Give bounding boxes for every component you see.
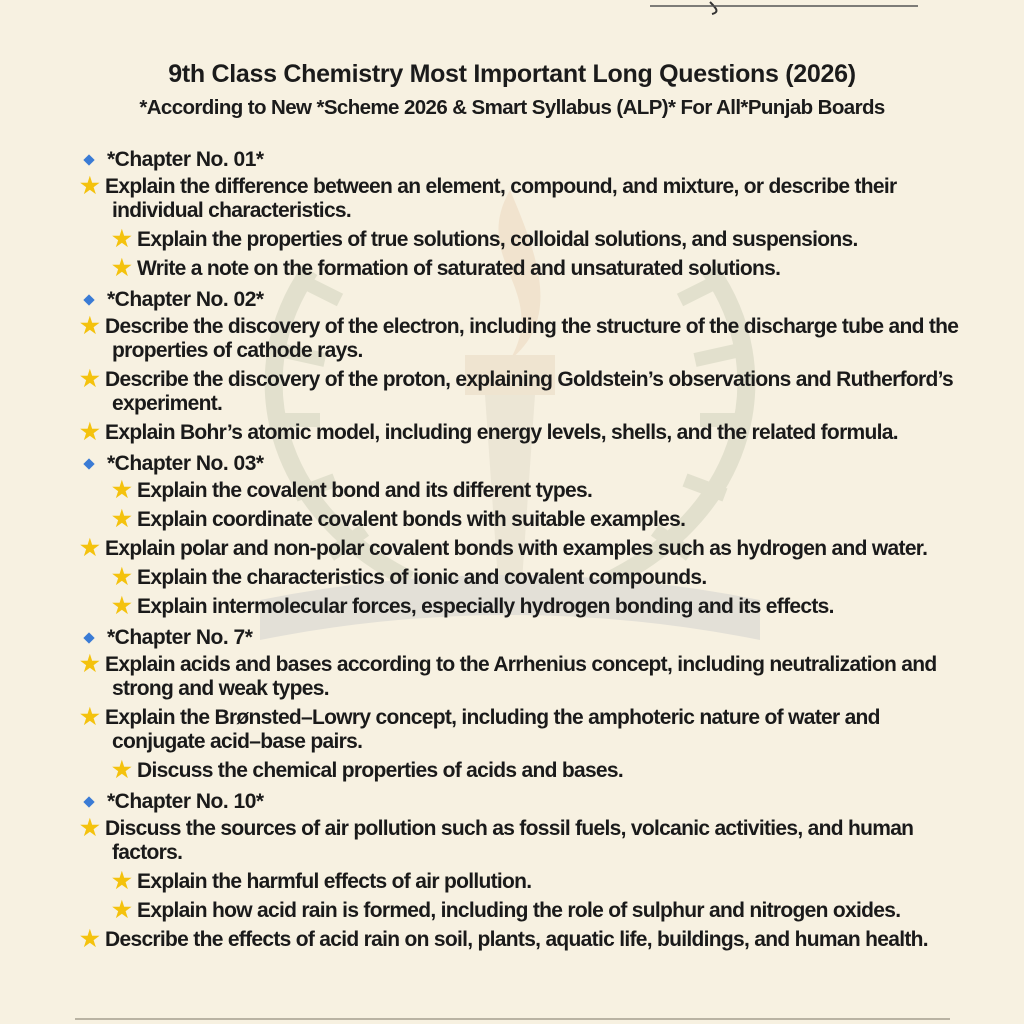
question-text: Explain the characteristics of ionic and covalent compounds. (137, 566, 707, 589)
star-icon: ★ (112, 226, 132, 251)
question-text: Explain the harmful effects of air pollution. (137, 870, 532, 893)
chapter-title: *Chapter No. 10* (107, 789, 264, 813)
blue-diamond-icon (83, 632, 94, 643)
signature-mark (650, 0, 920, 16)
blue-diamond-icon (83, 154, 94, 165)
question-text: Explain how acid rain is formed, including the role of sulphur and nitrogen oxides. (137, 899, 901, 922)
chapter-title: *Chapter No. 03* (107, 451, 264, 475)
star-icon: ★ (80, 651, 100, 676)
star-icon: ★ (80, 535, 100, 560)
star-icon: ★ (80, 313, 100, 338)
question-item (80, 256, 960, 281)
divider (75, 1018, 950, 1020)
question-item (80, 314, 960, 363)
question-text: Explain the covalent bond and its different types. (137, 479, 593, 502)
question-item (80, 927, 960, 952)
question-item (80, 227, 960, 252)
star-icon: ★ (112, 757, 132, 782)
question-text: Discuss the chemical properties of acids and bases. (137, 759, 624, 782)
question-text: Explain the difference between an element, compound, and mixture, or describe their individual characteristics. (105, 175, 897, 222)
question-item (80, 536, 960, 561)
question-item (80, 898, 960, 923)
star-icon: ★ (112, 255, 132, 280)
question-item (80, 507, 960, 532)
star-icon: ★ (80, 926, 100, 951)
blue-diamond-icon (83, 458, 94, 469)
chapter-title: *Chapter No. 02* (107, 287, 264, 311)
question-item (80, 367, 960, 416)
star-icon: ★ (80, 815, 100, 840)
question-item (80, 869, 960, 894)
chapter-title: *Chapter No. 01* (107, 147, 264, 171)
question-text: Discuss the sources of air pollution such as fossil fuels, volcanic activities, and human factors. (105, 817, 914, 864)
chapter-title: *Chapter No. 7* (107, 625, 253, 649)
question-item (80, 420, 960, 445)
question-item (80, 565, 960, 590)
question-text: Explain Bohr’s atomic model, including energy levels, shells, and the related formula. (105, 421, 898, 444)
star-icon: ★ (80, 419, 100, 444)
star-icon: ★ (112, 564, 132, 589)
question-text: Describe the discovery of the electron, including the structure of the discharge tube and the properties of cathode rays. (105, 315, 959, 362)
star-icon: ★ (80, 704, 100, 729)
question-text: Explain coordinate covalent bonds with suitable examples. (137, 508, 686, 531)
page-subtitle: *According to New *Scheme 2026 & Smart Syllabus (ALP)* For All*Punjab Boards (139, 96, 885, 119)
star-icon: ★ (112, 868, 132, 893)
blue-diamond-icon (83, 796, 94, 807)
question-item (80, 705, 960, 754)
blue-diamond-icon (83, 294, 94, 305)
chapter-heading (80, 449, 960, 478)
chapter-heading (80, 787, 960, 816)
question-text: Explain intermolecular forces, especially hydrogen bonding and its effects. (137, 595, 834, 618)
star-icon: ★ (80, 366, 100, 391)
question-text: Explain the properties of true solutions, colloidal solutions, and suspensions. (137, 228, 858, 251)
star-icon: ★ (112, 477, 132, 502)
question-item (80, 174, 960, 223)
question-text: Explain acids and bases according to the Arrhenius concept, including neutralization and strong and weak types. (105, 653, 937, 700)
question-text: Describe the discovery of the proton, explaining Goldstein’s observations and Rutherford’s experiment. (105, 368, 953, 415)
question-item (80, 652, 960, 701)
chapter-heading (80, 285, 960, 314)
question-text: Write a note on the formation of saturated and unsaturated solutions. (137, 257, 781, 280)
question-text: Describe the effects of acid rain on soil, plants, aquatic life, buildings, and human health. (105, 928, 928, 951)
questions-list (80, 145, 960, 956)
question-text: Explain the Brønsted–Lowry concept, including the amphoteric nature of water and conjugate acid–base pairs. (105, 706, 880, 753)
chapter-heading (80, 623, 960, 652)
star-icon: ★ (80, 173, 100, 198)
question-item (80, 594, 960, 619)
question-item (80, 758, 960, 783)
chapter-heading (80, 145, 960, 174)
question-item (80, 816, 960, 865)
star-icon: ★ (112, 897, 132, 922)
question-item (80, 478, 960, 503)
star-icon: ★ (112, 506, 132, 531)
page-title: 9th Class Chemistry Most Important Long Questions (2026) (168, 60, 856, 88)
star-icon: ★ (112, 593, 132, 618)
question-text: Explain polar and non-polar covalent bonds with examples such as hydrogen and water. (105, 537, 928, 560)
